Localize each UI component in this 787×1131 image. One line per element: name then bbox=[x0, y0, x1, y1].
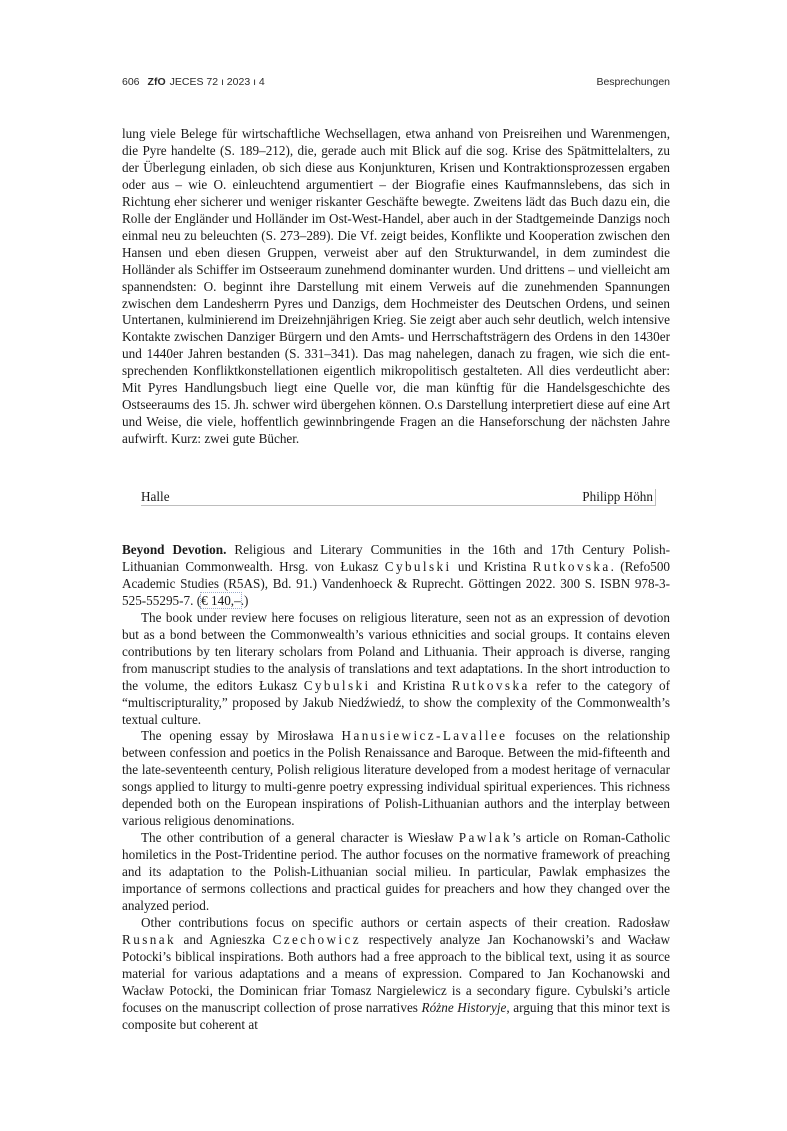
header-left bbox=[122, 76, 265, 88]
review-paragraph bbox=[122, 830, 670, 915]
running-header bbox=[122, 76, 670, 90]
paragraph-text: The book under review here focuses on religious literature, seen not as an expression of devotion but as a bond between the Commonwealth’s various ethnicities and social groups. It contains eleven contributions by ten literary scholars from Poland and Lithuania. Their approach is diverse, ranging from manuscript studies to the analysis of translations and text adaptations. In the short introduction to the volume, the editors Łukasz bbox=[122, 609, 670, 693]
paragraph-text: ’s article on Roman-Catholic homiletics in the Post-Tridentine period. The author focuses on the normative framework of preaching and its adaptation to the Polish-Lithuanian social milieu. In particular, Pawlak emphasizes the importance of sermons collections and practical guides for preachers and how they changed over the analyzed period. bbox=[122, 830, 670, 914]
series-info: . (Refo500 Academic Studies (R5AS), Bd. 91.) Vandenhoeck & Ruprecht. Göttingen 2022. 300 S. ISBN 978-3-525-55295-7. ( bbox=[122, 558, 671, 608]
price: € 140,– bbox=[201, 592, 241, 608]
journal-issue: JECES 72 ı 2023 ı 4 bbox=[169, 76, 265, 88]
paragraph-text: respectively analyze Jan Kochanowski’s and Wacław Potocki’s biblical inspirations. Both authors had a free approach to the biblical text, using it as source material for various adaptations and a means of expression. Compared to Jan Kochanowski and Wacław Potocki, the Dominican friar Tomasz Nargielewicz is a secondary figure. Cybulski’s article focuses on the manuscript collection of prose narratives bbox=[122, 931, 671, 1015]
author-name: Cybulski bbox=[303, 677, 371, 693]
paragraph-text: The other contribution of a general character is Wiesław bbox=[141, 830, 454, 846]
review-paragraph bbox=[122, 610, 670, 729]
editor-name: Rutkovska bbox=[532, 558, 611, 574]
author-name: Pawlak bbox=[458, 830, 513, 846]
paragraph-text: focuses on the relationship between confession and poetics in the Polish Renaissance and Baroque. Between the mid-fifteenth and the late-seventeenth century, Polish religious literature developed from a modest heritage of vernacular songs applied to liturgy to multi-genre poetry expressing individual spiritual experiences. This richness depended both on the European inspirations of Polish-Lithuanian authors and the interplay between various religious denominations. bbox=[122, 728, 671, 829]
page-number: 606 bbox=[122, 76, 140, 88]
book-subtitle: Religious and Literary Communities in the 16th and 17th Century Polish-Lithuanian Commonwealth. Hrsg. von Łukasz bbox=[122, 542, 670, 574]
author-name: Rusnak bbox=[122, 931, 176, 947]
paragraph-text: , arguing that this minor text is composite but coherent at bbox=[122, 999, 671, 1032]
paragraph-text: and Agnieszka bbox=[183, 931, 266, 947]
work-title: Różne Historyje bbox=[421, 999, 507, 1015]
paragraph-text: The opening essay by Mirosława bbox=[141, 728, 334, 744]
and-text: und Kristina bbox=[457, 558, 527, 574]
book-title: Beyond Devotion. bbox=[122, 542, 227, 557]
previous-review-paragraph: lung viele Belege für wirtschaftliche Wechsellagen, etwa anhand von Preisreihen und Warenmengen, die Pyre handelte (S. 189–212), die, gerade auch mit Blick auf die sog. Krise des Spätmittelalters, zu der Überlegung einladen, ob sich diese aus Konjunkturen, Krisen und Kontraktionsprozessen ergaben oder aus – wie O. einleuchtend argumentiert – der Biografie eines Kaufmannslebens, das sich in Richtung eher sicherer und weniger riskanter Geschäfte bewegte. Zweitens lädt das Buch dazu ein, die Rolle der Engländer und Holländer im Ost-West-Handel, aber auch in der Stadtgemeinde Danzigs noch einmal neu zu beleuchten (S. 273–289). Die Vf. zeigt beides, Konflikte und Kooperation zwischen den Hansen und eben diesen Gruppen, verweist aber auf den Strukturwandel, in dem zumindest die Holländer als Schiffer im Ostseeraum zunehmend dominanter wurden. Und drittens – und vielleicht am spannendsten: O. beginnt ihre Darstellung mit einem Verweis auf die zunehmenden Spannungen zwischen dem Landesherrn Pyres und Danzigs, dem Hochmeister des Deutschen Ordens, und seinen Untertanen, kulminierend im Dreizehnjährigen Krieg. Sie zeigt aber auch sehr deutlich, welch intensive Kontakte zwischen Danziger Bürgern und den Amts- und Herrschaftsträgern des Ordens in den 1430er und 1440er Jahren bestanden (S. 331–341). Das mag nahelegen, danach zu fragen, wie sich die entsprechenden Konfliktkonstellationen eigentlich mikropolitisch gestalteten. All dies verdeutlicht aber: Mit Pyres Handlungsbuch liegt eine Quelle vor, die man künftig für die Handelsgeschichte des Ostseeraums des 15. Jh. schwer wird übergehen können. O.s Darstellung interpretiert diese auf eine Art und Weise, die viele, hoffentlich gewinnbringende Fragen an die Hanseforschung der nächsten Jahre aufwirft. Kurz: zwei gute Bücher. bbox=[122, 126, 670, 447]
paragraph-text: and Kristina bbox=[377, 677, 446, 693]
author-name: Rutkovska bbox=[451, 677, 530, 693]
bibliographic-entry bbox=[122, 542, 670, 610]
paragraph-text: refer to the category of “multiscripturality,” proposed by Jakub Niedźwiedź, to show the complexity of the Commonwealth’s textual culture. bbox=[122, 677, 670, 727]
author-name: Hanusiewicz-Lavallee bbox=[341, 728, 508, 744]
series-end: .) bbox=[240, 592, 249, 608]
reviewer-city: Halle bbox=[141, 489, 170, 504]
paragraph-text: Other contributions focus on specific authors or certain aspects of their creation. Radosław bbox=[141, 914, 670, 930]
editor-name: Cybulski bbox=[384, 558, 452, 574]
review-paragraph bbox=[122, 728, 670, 830]
author-name: Czechowicz bbox=[272, 931, 362, 947]
section-title: Besprechungen bbox=[596, 76, 670, 88]
review-paragraph bbox=[122, 915, 670, 1034]
review-article bbox=[122, 542, 670, 1034]
review-signature bbox=[141, 489, 656, 506]
previous-review-text bbox=[122, 126, 670, 448]
journal-abbrev: ZfO bbox=[147, 76, 166, 88]
reviewer-name: Philipp Höhn bbox=[582, 489, 653, 504]
